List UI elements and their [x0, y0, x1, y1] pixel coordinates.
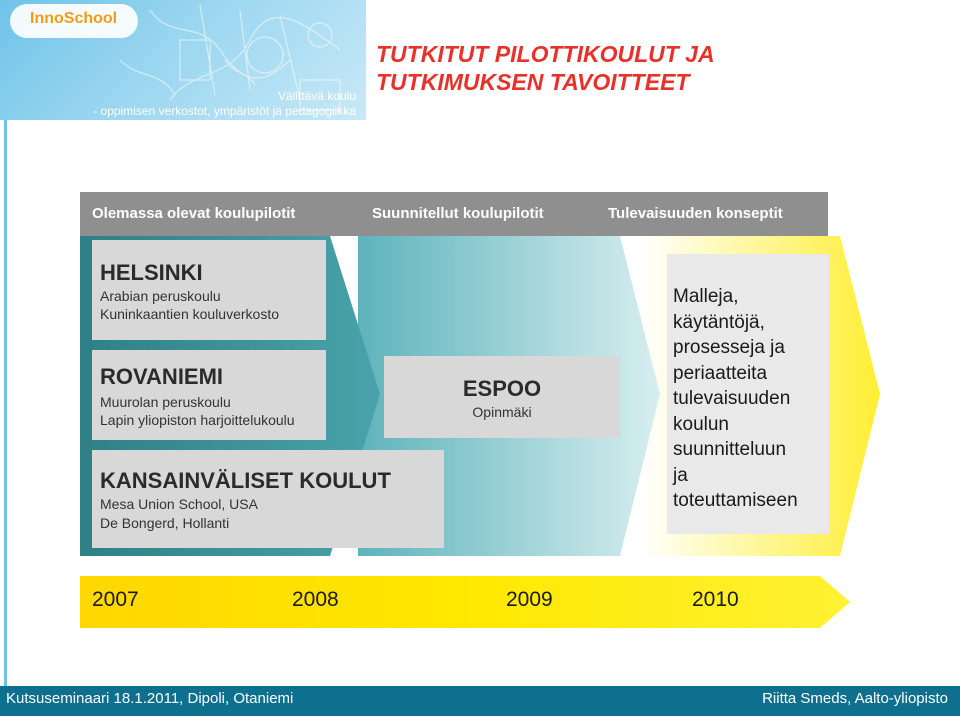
year-2008: 2008	[292, 588, 339, 611]
future-models-line: koulun	[673, 413, 729, 435]
future-models-line: käytäntöjä,	[673, 311, 765, 333]
slide-title-line2: TUTKIMUKSEN TAVOITTEET	[376, 69, 690, 95]
future-models-box	[667, 254, 829, 534]
tagline-line2: - oppimisen verkostot, ympäristöt ja pedagogiikka	[93, 104, 356, 118]
international-school-2: De Bongerd, Hollanti	[100, 515, 230, 531]
year-2009: 2009	[506, 588, 553, 611]
year-2010: 2010	[692, 588, 739, 611]
international-title: KANSAINVÄLISET KOULUT	[100, 468, 391, 493]
footer-event: Kutsuseminaari 18.1.2011, Dipoli, Otaniemi	[6, 690, 294, 707]
future-models-line: tulevaisuuden	[673, 388, 791, 409]
helsinki-box	[92, 240, 326, 340]
helsinki-school-2: Kuninkaantien kouluverkosto	[100, 306, 280, 322]
slide-title-line1: TUTKITUT PILOTTIKOULUT JA	[376, 41, 715, 67]
phase-future-label: Tulevaisuuden konseptit	[608, 205, 783, 222]
innoschool-logo: InnoSchool	[30, 10, 118, 27]
espoo-title: ESPOO	[462, 376, 542, 401]
rovaniemi-box	[92, 350, 326, 440]
future-models-line: prosesseja ja	[673, 337, 785, 358]
rovaniemi-school-1: Muurolan peruskoulu	[100, 394, 231, 410]
helsinki-school-1: Arabian peruskoulu	[100, 288, 221, 304]
footer-author: Riitta Smeds, Aalto-yliopisto	[762, 690, 948, 707]
international-school-1: Mesa Union School, USA	[100, 496, 258, 512]
phase-existing-label: Olemassa olevat koulupilotit	[92, 205, 296, 222]
rovaniemi-school-2: Lapin yliopiston harjoittelukoulu	[100, 412, 295, 428]
international-box	[92, 450, 444, 548]
future-models-line: toteuttamiseen	[673, 490, 798, 511]
phase-planned-label: Suunnitellut koulupilotit	[372, 205, 544, 222]
helsinki-title: HELSINKI	[100, 260, 203, 285]
future-models-line: Malleja,	[673, 286, 739, 307]
rovaniemi-title: ROVANIEMI	[100, 364, 224, 389]
tagline-line1: Välittävä koulu	[277, 89, 356, 103]
year-2007: 2007	[92, 588, 139, 611]
future-models-line: suunnitteluun	[673, 439, 787, 460]
espoo-box	[384, 356, 620, 438]
future-models-line: periaatteita	[673, 362, 768, 384]
future-models-text	[673, 284, 829, 514]
future-models-line: ja	[673, 464, 688, 486]
espoo-school: Opinmäki	[472, 404, 532, 420]
